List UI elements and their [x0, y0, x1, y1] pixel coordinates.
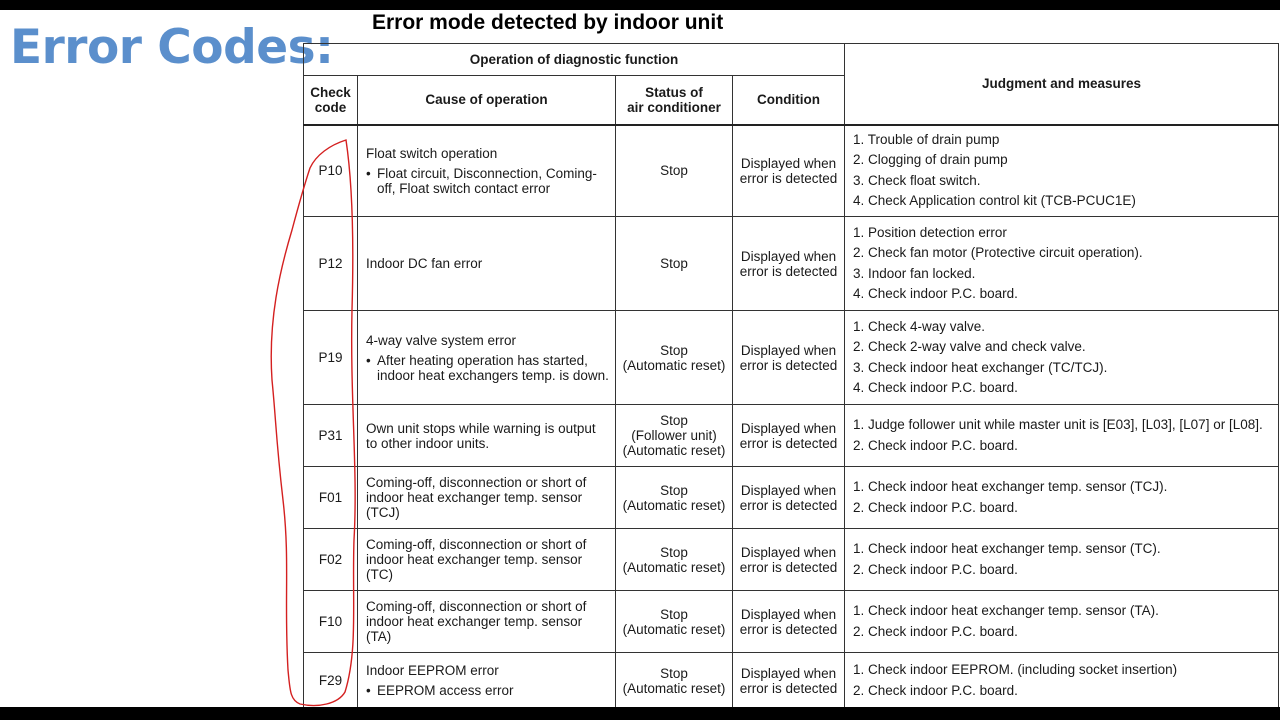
judgment-item: 2. Check indoor P.C. board.: [853, 682, 1018, 698]
condition-cell: [733, 467, 845, 529]
cause-text: Coming-off, disconnection or short of indoor heat exchanger temp. sensor (TC): [366, 537, 587, 582]
header-status: [616, 76, 733, 125]
status-cell: [616, 125, 733, 217]
judgment-item: 2. Check indoor P.C. board.: [853, 561, 1018, 577]
judgment-item: 2. Check indoor P.C. board.: [853, 623, 1018, 639]
table-row: [304, 405, 1279, 467]
judgment-item: 4. Check Application control kit (TCB-PCUC1E): [853, 193, 1136, 209]
top-letterbox-bar: [0, 0, 1280, 10]
condition-line: Displayed when: [740, 665, 837, 681]
judgment-cell: [845, 217, 1279, 311]
header-diagnostic-group: Operation of diagnostic function: [304, 44, 845, 76]
status-line: (Automatic reset): [622, 443, 726, 458]
judgment-item: 1. Trouble of drain pump: [853, 131, 1000, 147]
status-line: Stop: [660, 482, 688, 498]
status-line: (Automatic reset): [622, 357, 726, 373]
status-line: (Automatic reset): [622, 621, 726, 637]
cause-cell: [358, 591, 616, 653]
status-line: Stop: [660, 606, 688, 622]
judgment-item: 1. Judge follower unit while master unit is [E03], [L03], [L07] or [L08].: [853, 417, 1263, 432]
cause-text: Own unit stops while warning is output to other indoor units.: [366, 420, 596, 451]
status-cell: [616, 653, 733, 709]
cause-cell: [358, 467, 616, 529]
judgment-cell: [845, 405, 1279, 467]
header-status-line: air conditioner: [627, 99, 721, 115]
cause-cell: [358, 217, 616, 311]
judgment-item: 3. Check indoor heat exchanger (TC/TCJ).: [853, 359, 1108, 375]
condition-line: Displayed when: [740, 342, 837, 358]
status-line: Stop: [660, 665, 688, 681]
judgment-item: 3. Indoor fan locked.: [853, 265, 976, 281]
check-code-cell: F02: [304, 529, 358, 591]
condition-line: error is detected: [739, 435, 838, 451]
condition-line: error is detected: [739, 357, 838, 373]
cause-cell: [358, 653, 616, 709]
judgment-item: 1. Position detection error: [853, 224, 1007, 240]
status-line: (Automatic reset): [622, 497, 726, 513]
cause-cell: [358, 529, 616, 591]
table-row: [304, 217, 1279, 311]
status-line: (Automatic reset): [622, 559, 726, 575]
cause-bullet: [366, 353, 609, 383]
judgment-item: 1. Check indoor heat exchanger temp. sensor (TC).: [853, 541, 1161, 556]
status-cell: [616, 467, 733, 529]
table-row: [304, 529, 1279, 591]
bullet-marker: •: [366, 683, 371, 698]
judgment-item: 2. Clogging of drain pump: [853, 152, 1008, 168]
status-cell: [616, 311, 733, 405]
cause-text: Coming-off, disconnection or short of indoor heat exchanger temp. sensor (TCJ): [366, 475, 587, 520]
condition-line: error is detected: [739, 680, 838, 696]
judgment-item: 4. Check indoor P.C. board.: [853, 286, 1018, 301]
judgment-cell: [845, 529, 1279, 591]
header-judgment: Judgment and measures: [845, 44, 1279, 125]
condition-line: error is detected: [739, 263, 838, 279]
judgment-cell: [845, 467, 1279, 529]
judgment-cell: [845, 591, 1279, 653]
judgment-item: 4. Check indoor P.C. board.: [853, 380, 1018, 395]
cause-text: Indoor EEPROM error: [366, 663, 499, 678]
condition-line: Displayed when: [740, 544, 837, 560]
page-title: Error Codes:: [10, 20, 334, 75]
bullet-marker: •: [366, 352, 371, 368]
table-title: Error mode detected by indoor unit: [372, 11, 724, 34]
condition-line: Displayed when: [740, 248, 837, 264]
judgment-item: 2. Check indoor P.C. board.: [853, 437, 1018, 453]
check-code-cell: P31: [304, 405, 358, 467]
cause-text: Indoor DC fan error: [366, 256, 483, 271]
error-code-table: [303, 43, 1279, 709]
status-line: Stop: [660, 342, 688, 358]
header-status-line: Status of: [645, 84, 703, 100]
condition-line: error is detected: [739, 559, 838, 575]
table-row: [304, 467, 1279, 529]
condition-cell: [733, 405, 845, 467]
judgment-cell: [845, 125, 1279, 217]
cause-cell: [358, 311, 616, 405]
judgment-item: 1. Check 4-way valve.: [853, 318, 986, 334]
judgment-item: 2. Check fan motor (Protective circuit operation).: [853, 245, 1143, 260]
judgment-item: 1. Check indoor heat exchanger temp. sensor (TA).: [853, 603, 1159, 618]
cause-text: 4-way valve system error: [366, 332, 517, 348]
status-cell: [616, 217, 733, 311]
status-line: (Follower unit): [631, 428, 717, 443]
table-row: [304, 311, 1279, 405]
cause-bullet: [366, 166, 609, 196]
condition-line: Displayed when: [740, 482, 837, 498]
condition-line: Displayed when: [740, 155, 837, 171]
status-line: Stop: [660, 544, 688, 560]
status-line: Stop: [660, 413, 688, 428]
judgment-item: 2. Check indoor P.C. board.: [853, 499, 1018, 515]
status-line: Stop: [660, 163, 688, 179]
condition-cell: [733, 529, 845, 591]
condition-cell: [733, 591, 845, 653]
status-line: Stop: [660, 256, 688, 271]
cause-bullet: [366, 683, 609, 698]
header-check-code-line: code: [314, 99, 347, 115]
condition-cell: [733, 653, 845, 709]
judgment-cell: [845, 653, 1279, 709]
judgment-item: 1. Check indoor heat exchanger temp. sensor (TCJ).: [853, 479, 1168, 494]
cause-text: Float switch operation: [366, 145, 498, 161]
judgment-item: 3. Check float switch.: [853, 172, 981, 188]
status-line: (Automatic reset): [622, 680, 726, 696]
condition-line: Displayed when: [740, 606, 837, 622]
check-code-cell: P10: [304, 125, 358, 217]
header-check-code: [304, 76, 358, 125]
check-code-cell: P19: [304, 311, 358, 405]
judgment-item: 1. Check indoor EEPROM. (including socket insertion): [853, 662, 1178, 677]
condition-line: error is detected: [739, 621, 838, 637]
condition-cell: [733, 311, 845, 405]
header-check-code-line: Check: [310, 84, 351, 100]
status-cell: [616, 591, 733, 653]
cause-cell: [358, 125, 616, 217]
table-row: [304, 653, 1279, 709]
status-cell: [616, 405, 733, 467]
cause-cell: [358, 405, 616, 467]
condition-line: Displayed when: [740, 420, 837, 436]
cause-text: Coming-off, disconnection or short of indoor heat exchanger temp. sensor (TA): [366, 599, 587, 644]
check-code-cell: F10: [304, 591, 358, 653]
judgment-item: 2. Check 2-way valve and check valve.: [853, 339, 1086, 354]
check-code-cell: P12: [304, 217, 358, 311]
header-cause: Cause of operation: [358, 76, 616, 125]
condition-line: error is detected: [739, 170, 838, 186]
status-cell: [616, 529, 733, 591]
condition-cell: [733, 125, 845, 217]
check-code-cell: F01: [304, 467, 358, 529]
table-row: [304, 125, 1279, 217]
table-row: [304, 591, 1279, 653]
cause-bullet-text: Float circuit, Disconnection, Coming-off, Float switch contact error: [377, 165, 597, 196]
header-condition: Condition: [733, 76, 845, 125]
check-code-cell: F29: [304, 653, 358, 709]
bullet-marker: •: [366, 165, 371, 181]
condition-cell: [733, 217, 845, 311]
cause-bullet-text: After heating operation has started, indoor heat exchangers temp. is down.: [377, 352, 609, 383]
bottom-letterbox-bar: [0, 707, 1280, 720]
condition-line: error is detected: [739, 497, 838, 513]
judgment-cell: [845, 311, 1279, 405]
cause-bullet-text: EEPROM access error: [377, 683, 514, 698]
